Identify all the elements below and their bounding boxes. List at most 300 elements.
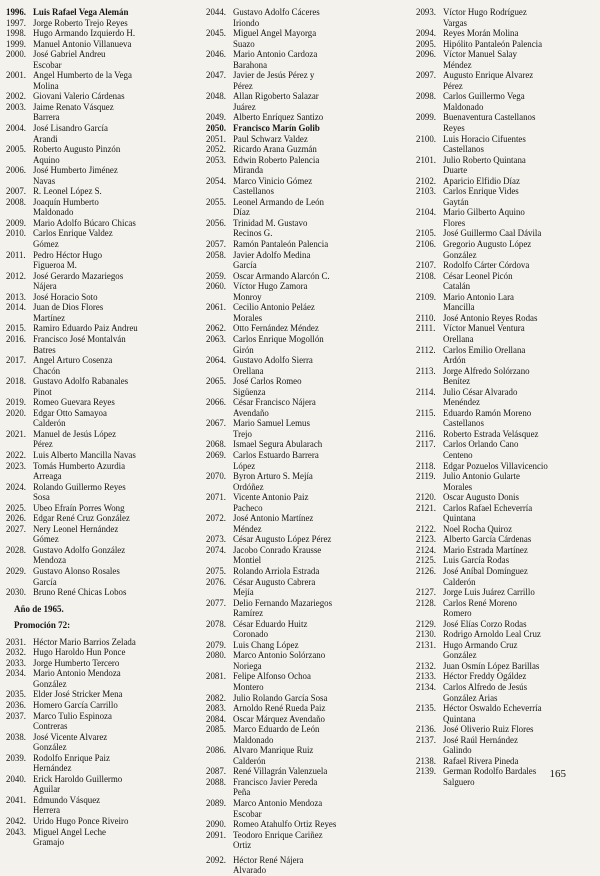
roster-entry bbox=[206, 745, 416, 756]
entry-name: Duarte bbox=[443, 165, 468, 176]
entry-number: 2102. bbox=[416, 175, 436, 186]
roster-entry bbox=[6, 577, 206, 588]
entry-name: Carlos Alfredo de Jesús bbox=[443, 682, 528, 692]
entry-number: 2075. bbox=[206, 565, 226, 576]
entry-name: Mario Samuel Lemus bbox=[233, 418, 310, 429]
roster-entry bbox=[206, 218, 416, 229]
entry-name: Pedro Héctor Hugo bbox=[33, 249, 103, 260]
entry-number: 2036. bbox=[6, 700, 26, 710]
entry-number: 2076. bbox=[206, 576, 226, 587]
entry-number bbox=[206, 292, 233, 303]
entry-name: Víctor Manuel Ventura bbox=[443, 323, 525, 334]
roster-entry bbox=[416, 450, 594, 461]
roster-entry bbox=[206, 724, 416, 735]
roster-entry bbox=[6, 112, 206, 123]
entry-number: 2089. bbox=[206, 798, 226, 809]
entry-name: Ubeo Efraín Porres Wong bbox=[33, 502, 125, 513]
entry-number bbox=[416, 302, 443, 313]
entry-name: Coronado bbox=[233, 629, 269, 640]
roster-entry bbox=[206, 830, 416, 841]
roster-entry bbox=[6, 197, 206, 208]
entry-number: 2113. bbox=[416, 365, 436, 376]
entry-name: Jorge Alfredo Solórzano bbox=[443, 365, 530, 376]
roster-entry bbox=[416, 165, 594, 176]
entry-name: González bbox=[33, 678, 67, 689]
entry-number: 2097. bbox=[416, 70, 436, 81]
entry-number bbox=[206, 587, 233, 598]
entry-number: 2006. bbox=[6, 165, 26, 176]
entry-name: Arnoldo René Rueda Paiz bbox=[233, 703, 326, 714]
entry-number bbox=[206, 102, 233, 113]
entry-name: Martínez bbox=[33, 312, 66, 323]
entry-number: 2094. bbox=[416, 28, 436, 39]
entry-name: Julio Antonio Gularte bbox=[443, 471, 520, 482]
roster-entry bbox=[206, 439, 416, 450]
entry-name: Miguel Angel Mayorga bbox=[233, 28, 317, 39]
roster-entry bbox=[206, 693, 416, 704]
roster-entry bbox=[416, 756, 594, 767]
entry-number bbox=[6, 112, 33, 123]
roster-entry bbox=[206, 577, 416, 588]
entry-number bbox=[416, 281, 443, 292]
entry-number: 2088. bbox=[206, 776, 226, 787]
roster-entry bbox=[6, 482, 206, 493]
entry-number bbox=[416, 165, 443, 176]
roster-entry bbox=[206, 81, 416, 92]
entry-number: 2010. bbox=[6, 228, 26, 239]
entry-number bbox=[6, 471, 33, 482]
roster-entry bbox=[416, 661, 594, 672]
entry-number bbox=[416, 250, 443, 261]
entry-number: 2004. bbox=[6, 123, 26, 134]
entry-name: Carlos Enrique Vides bbox=[443, 186, 519, 197]
entry-number: 2069. bbox=[206, 449, 226, 460]
entry-number bbox=[6, 134, 33, 145]
entry-name: Suazo bbox=[233, 38, 255, 49]
entry-number: 2063. bbox=[206, 333, 226, 344]
entry-number bbox=[416, 197, 443, 208]
roster-entry bbox=[206, 165, 416, 176]
roster-entry bbox=[6, 837, 206, 848]
entry-name: Francisco José Montalván bbox=[33, 333, 126, 344]
entry-number bbox=[206, 735, 233, 746]
roster-entry bbox=[6, 123, 206, 134]
entry-number: 2086. bbox=[206, 745, 226, 756]
entry-number: 2052. bbox=[206, 144, 226, 155]
entry-name: Sosa bbox=[33, 492, 50, 503]
roster-entry bbox=[6, 176, 206, 187]
roster-entry bbox=[6, 566, 206, 577]
entry-name: Marco Antonio Solórzano bbox=[233, 650, 326, 661]
entry-number bbox=[416, 218, 443, 229]
roster-entry bbox=[6, 711, 206, 722]
roster-entry bbox=[416, 7, 594, 18]
roster-entry bbox=[206, 461, 416, 472]
entry-name: Flores bbox=[443, 217, 466, 228]
entry-number: 2043. bbox=[6, 826, 26, 837]
roster-entry bbox=[6, 39, 206, 50]
entry-name: Recinos G. bbox=[233, 228, 273, 239]
entry-number bbox=[206, 682, 233, 693]
entry-name: Carlos Guillermo Vega bbox=[443, 91, 525, 102]
entry-number bbox=[6, 418, 33, 429]
entry-number bbox=[206, 366, 233, 377]
entry-number: 2083. bbox=[206, 703, 226, 714]
entry-number bbox=[206, 81, 233, 92]
entry-number: 2087. bbox=[206, 766, 226, 777]
entry-number: 2103. bbox=[416, 186, 436, 197]
roster-entry bbox=[6, 763, 206, 774]
entry-name: César Francisco Nájera bbox=[233, 397, 316, 408]
column-1 bbox=[6, 7, 206, 876]
entry-number: 2045. bbox=[206, 28, 226, 39]
roster-entry bbox=[206, 703, 416, 714]
roster-entry bbox=[206, 155, 416, 166]
entry-number: 2137. bbox=[416, 734, 436, 745]
entry-name: Iriondo bbox=[233, 17, 260, 28]
entry-number: 2125. bbox=[416, 555, 436, 566]
entry-name: Giovani Valerio Cárdenas bbox=[33, 91, 125, 102]
entry-name: Herrera bbox=[33, 805, 61, 816]
roster-entry bbox=[206, 640, 416, 651]
entry-name: Carlos Estuardo Barrera bbox=[233, 449, 319, 460]
roster-entry bbox=[6, 700, 206, 711]
entry-name: Julio Rolando García Sosa bbox=[233, 692, 328, 703]
entry-number: 2056. bbox=[206, 217, 226, 228]
roster-entry bbox=[6, 281, 206, 292]
entry-number: 2047. bbox=[206, 70, 226, 81]
entry-number: 2114. bbox=[416, 386, 436, 397]
roster-entry bbox=[6, 689, 206, 700]
entry-number bbox=[416, 18, 443, 29]
entry-name: Trejo bbox=[233, 428, 252, 439]
entry-name: Nery Leonel Hernández bbox=[33, 523, 119, 534]
entry-number bbox=[6, 492, 33, 503]
roster-entry bbox=[416, 418, 594, 429]
entry-name: Marco Eduardo de León bbox=[233, 724, 320, 735]
roster-entry bbox=[6, 376, 206, 387]
roster-entry bbox=[206, 60, 416, 71]
entry-number: 2064. bbox=[206, 355, 226, 366]
entry-name: Cecilio Antonio Peláez bbox=[233, 302, 315, 313]
entry-number bbox=[6, 439, 33, 450]
entry-name: Rodolfo Enrique Paiz bbox=[33, 752, 110, 763]
entry-name: Elder José Stricker Mena bbox=[33, 689, 123, 700]
roster-entry bbox=[416, 650, 594, 661]
entry-name: Carlos René Moreno bbox=[443, 597, 517, 608]
entry-number: 2057. bbox=[206, 239, 226, 250]
entry-number: 2128. bbox=[416, 597, 436, 608]
entry-number: 2068. bbox=[206, 439, 226, 450]
entry-name: Centeno bbox=[443, 449, 473, 460]
roster-entry bbox=[206, 534, 416, 545]
roster-entry bbox=[6, 81, 206, 92]
roster-entry bbox=[416, 482, 594, 493]
roster-entry bbox=[416, 123, 594, 134]
entry-name: Luis Alberto Mancilla Navas bbox=[33, 449, 136, 460]
roster-entry bbox=[206, 735, 416, 746]
entry-name: Augusto Enrique Alvarez bbox=[443, 70, 534, 81]
entry-name: Bruno René Chicas Lobos bbox=[33, 587, 127, 598]
entry-number: 2011. bbox=[6, 249, 26, 260]
roster-entry bbox=[416, 587, 594, 598]
entry-name: Orellana bbox=[233, 365, 264, 376]
entry-name: Mario Antonio Lara bbox=[443, 291, 514, 302]
entry-number bbox=[6, 805, 33, 816]
entry-name: Calderón bbox=[233, 755, 266, 766]
roster-entry bbox=[416, 397, 594, 408]
entry-name: Joaquín Humberto bbox=[33, 196, 99, 207]
entry-number bbox=[206, 629, 233, 640]
entry-name: Chacón bbox=[33, 365, 61, 376]
entry-number: 2020. bbox=[6, 407, 26, 418]
roster-entry bbox=[416, 323, 594, 334]
roster-entry bbox=[416, 334, 594, 345]
entry-number bbox=[6, 555, 33, 566]
roster-entry bbox=[416, 292, 594, 303]
roster-entry bbox=[6, 545, 206, 556]
entry-number bbox=[416, 397, 443, 408]
entry-name: Carlos Enrique Valdez bbox=[33, 228, 113, 239]
entry-name: Víctor Hugo Rodríguez bbox=[443, 7, 527, 17]
roster-entry bbox=[6, 355, 206, 366]
entry-number: 2027. bbox=[6, 523, 26, 534]
entry-name: Jorge Humberto Tercero bbox=[33, 657, 120, 668]
entry-number: 2032. bbox=[6, 647, 26, 658]
roster-entry bbox=[6, 271, 206, 282]
roster-entry bbox=[6, 492, 206, 503]
entry-name: Benítez bbox=[443, 376, 471, 387]
roster-entry bbox=[416, 176, 594, 187]
roster-entry bbox=[416, 566, 594, 577]
entry-name: Carlos Emilio Orellana bbox=[443, 344, 526, 355]
entry-name: Ortiz bbox=[233, 840, 252, 851]
entry-number: 2042. bbox=[6, 816, 26, 827]
entry-name: José Humberto Jiménez bbox=[33, 165, 118, 176]
roster-entry bbox=[416, 207, 594, 218]
roster-entry bbox=[416, 70, 594, 81]
roster-entry bbox=[206, 756, 416, 767]
entry-name: Urido Hugo Ponce Riveiro bbox=[33, 816, 129, 827]
roster-entry bbox=[206, 313, 416, 324]
entry-name: Vicente Antonio Paiz bbox=[233, 492, 309, 503]
entry-number bbox=[206, 865, 233, 876]
entry-name: José Gerardo Mazariegos bbox=[33, 270, 124, 281]
entry-name: José Horacio Soto bbox=[33, 291, 98, 302]
roster-entry bbox=[6, 302, 206, 313]
entry-number: 2090. bbox=[206, 819, 226, 830]
entry-number bbox=[6, 837, 33, 848]
entry-number: 2054. bbox=[206, 175, 226, 186]
roster-entry bbox=[206, 102, 416, 113]
roster-entry bbox=[6, 450, 206, 461]
roster-entry bbox=[206, 176, 416, 187]
entry-number: 2055. bbox=[206, 196, 226, 207]
entry-number: 2028. bbox=[6, 544, 26, 555]
entry-name: José Antonio Martínez bbox=[233, 513, 314, 524]
roster-entry bbox=[206, 112, 416, 123]
roster-entry bbox=[206, 671, 416, 682]
entry-number: 2073. bbox=[206, 534, 226, 545]
entry-number: 2124. bbox=[416, 544, 436, 555]
roster-entry bbox=[416, 629, 594, 640]
roster-entry bbox=[206, 855, 416, 866]
roster-entry bbox=[206, 798, 416, 809]
entry-number bbox=[6, 366, 33, 377]
roster-entry bbox=[416, 91, 594, 102]
roster-entry bbox=[206, 777, 416, 788]
entry-number: 2002. bbox=[6, 91, 26, 102]
entry-number: 2046. bbox=[206, 49, 226, 60]
roster-entry bbox=[416, 39, 594, 50]
roster-entry bbox=[6, 218, 206, 229]
roster-entry bbox=[6, 7, 206, 18]
entry-name: Jaime Renato Vásquez bbox=[33, 101, 114, 112]
entry-name: Gustavo Adolfo Cáceres bbox=[233, 7, 320, 17]
roster-entry bbox=[6, 323, 206, 334]
roster-entry bbox=[416, 714, 594, 725]
entry-name: Juan de Dios Flores bbox=[33, 302, 104, 313]
roster-entry bbox=[6, 60, 206, 71]
entry-name: César Leonel Picón bbox=[443, 270, 513, 281]
entry-name: Rafael Rivera Pineda bbox=[443, 755, 519, 766]
entry-name: Víctor Hugo Zamora bbox=[233, 281, 308, 292]
entry-name: Romero bbox=[443, 608, 472, 619]
roster-entry bbox=[6, 239, 206, 250]
entry-number bbox=[6, 207, 33, 218]
entry-name: José Elías Corzo Rodas bbox=[443, 618, 527, 629]
entry-number bbox=[416, 650, 443, 661]
roster-entry bbox=[6, 28, 206, 39]
entry-number: 2078. bbox=[206, 618, 226, 629]
entry-name: Hernández bbox=[33, 763, 72, 774]
entry-number: 2060. bbox=[206, 281, 226, 292]
roster-entry bbox=[206, 292, 416, 303]
roster-entry bbox=[6, 207, 206, 218]
entry-name: Delio Fernando Mazariegos bbox=[233, 597, 333, 608]
entry-number: 2136. bbox=[416, 724, 436, 735]
roster-entry bbox=[206, 482, 416, 493]
entry-name: Hugo Armando Cruz bbox=[443, 639, 518, 650]
roster-entry bbox=[416, 598, 594, 609]
entry-name: Teodoro Enrique Cariñez bbox=[233, 829, 323, 840]
entry-number bbox=[206, 756, 233, 767]
roster-entry bbox=[6, 721, 206, 732]
roster-entry bbox=[6, 774, 206, 785]
entry-name: Arandi bbox=[33, 133, 58, 144]
entry-name: Edwin Roberto Palencia bbox=[233, 154, 320, 165]
entry-name: Hugo Armando Izquierdo H. bbox=[33, 28, 136, 39]
entry-number: 2018. bbox=[6, 376, 26, 387]
entry-name: Gaytán bbox=[443, 196, 469, 207]
entry-number: 2109. bbox=[416, 291, 436, 302]
entry-number: 2100. bbox=[416, 133, 436, 144]
entry-number: 2062. bbox=[206, 323, 226, 334]
entry-number bbox=[416, 513, 443, 524]
entry-name: González bbox=[33, 742, 67, 753]
entry-number bbox=[206, 313, 233, 324]
entry-name: Salguero bbox=[443, 776, 475, 787]
entry-number bbox=[416, 482, 443, 493]
roster-entry bbox=[416, 461, 594, 472]
roster-entry bbox=[206, 619, 416, 630]
entry-name: Aquino bbox=[33, 154, 60, 165]
entry-name: Aparicio Elfidio Díaz bbox=[443, 175, 520, 186]
roster-entry bbox=[6, 827, 206, 838]
entry-name: Castellanos bbox=[233, 186, 274, 197]
entry-name: Quintana bbox=[443, 713, 476, 724]
entry-name: José Lisandro García bbox=[33, 123, 108, 134]
entry-name: César Augusto López Pérez bbox=[233, 534, 332, 545]
roster-entry bbox=[416, 28, 594, 39]
entry-name: Pérez bbox=[33, 439, 53, 450]
entry-number bbox=[6, 81, 33, 92]
entry-name: Homero García Carrillo bbox=[33, 700, 118, 710]
entry-number: 2001. bbox=[6, 70, 26, 81]
entry-number bbox=[6, 679, 33, 690]
entry-number: 2059. bbox=[206, 270, 226, 281]
entry-name: Miranda bbox=[233, 165, 264, 176]
entry-number: 2040. bbox=[6, 773, 26, 784]
entry-number bbox=[416, 144, 443, 155]
entry-name: Montero bbox=[233, 682, 264, 692]
entry-number: 2134. bbox=[416, 682, 436, 692]
roster-entry bbox=[206, 418, 416, 429]
entry-number bbox=[6, 742, 33, 753]
roster-entry bbox=[206, 598, 416, 609]
entry-number: 2135. bbox=[416, 703, 436, 714]
entry-name: Carlos Orlando Cano bbox=[443, 439, 519, 450]
roster-entry bbox=[6, 397, 206, 408]
roster-entry bbox=[6, 408, 206, 419]
entry-number: 2133. bbox=[416, 671, 436, 682]
entry-number: 2053. bbox=[206, 154, 226, 165]
entry-number: 2013. bbox=[6, 291, 26, 302]
entry-name: Catalán bbox=[443, 281, 471, 292]
entry-number bbox=[416, 577, 443, 588]
entry-number: 2048. bbox=[206, 91, 226, 102]
entry-number bbox=[206, 555, 233, 566]
entry-number: 2034. bbox=[6, 668, 26, 679]
entry-name: García bbox=[33, 576, 57, 587]
roster-entry bbox=[416, 640, 594, 651]
roster-entry bbox=[6, 334, 206, 345]
roster-entry bbox=[206, 840, 416, 851]
roster-entry bbox=[416, 513, 594, 524]
entry-number: 2107. bbox=[416, 260, 436, 271]
roster-entry bbox=[6, 228, 206, 239]
roster-entry bbox=[6, 292, 206, 303]
roster-entry bbox=[6, 637, 206, 648]
column-2 bbox=[206, 7, 416, 876]
roster-entry bbox=[206, 260, 416, 271]
entry-name: Gustavo Adolfo González bbox=[33, 544, 126, 555]
roster-entry bbox=[416, 134, 594, 145]
roster-entry bbox=[6, 513, 206, 524]
entry-number: 2014. bbox=[6, 302, 26, 313]
entry-name: Castellanos bbox=[443, 418, 484, 429]
entry-name: Calderón bbox=[443, 576, 476, 587]
entry-number: 2108. bbox=[416, 270, 436, 281]
entry-number: 2105. bbox=[416, 228, 436, 239]
entry-name: Carlos Enrique Mogollón bbox=[233, 333, 324, 344]
roster-entry bbox=[206, 766, 416, 777]
roster-entry bbox=[416, 302, 594, 313]
roster-entry bbox=[206, 239, 416, 250]
roster-entry bbox=[6, 679, 206, 690]
entry-number: 2033. bbox=[6, 657, 26, 668]
roster-entry bbox=[6, 250, 206, 261]
